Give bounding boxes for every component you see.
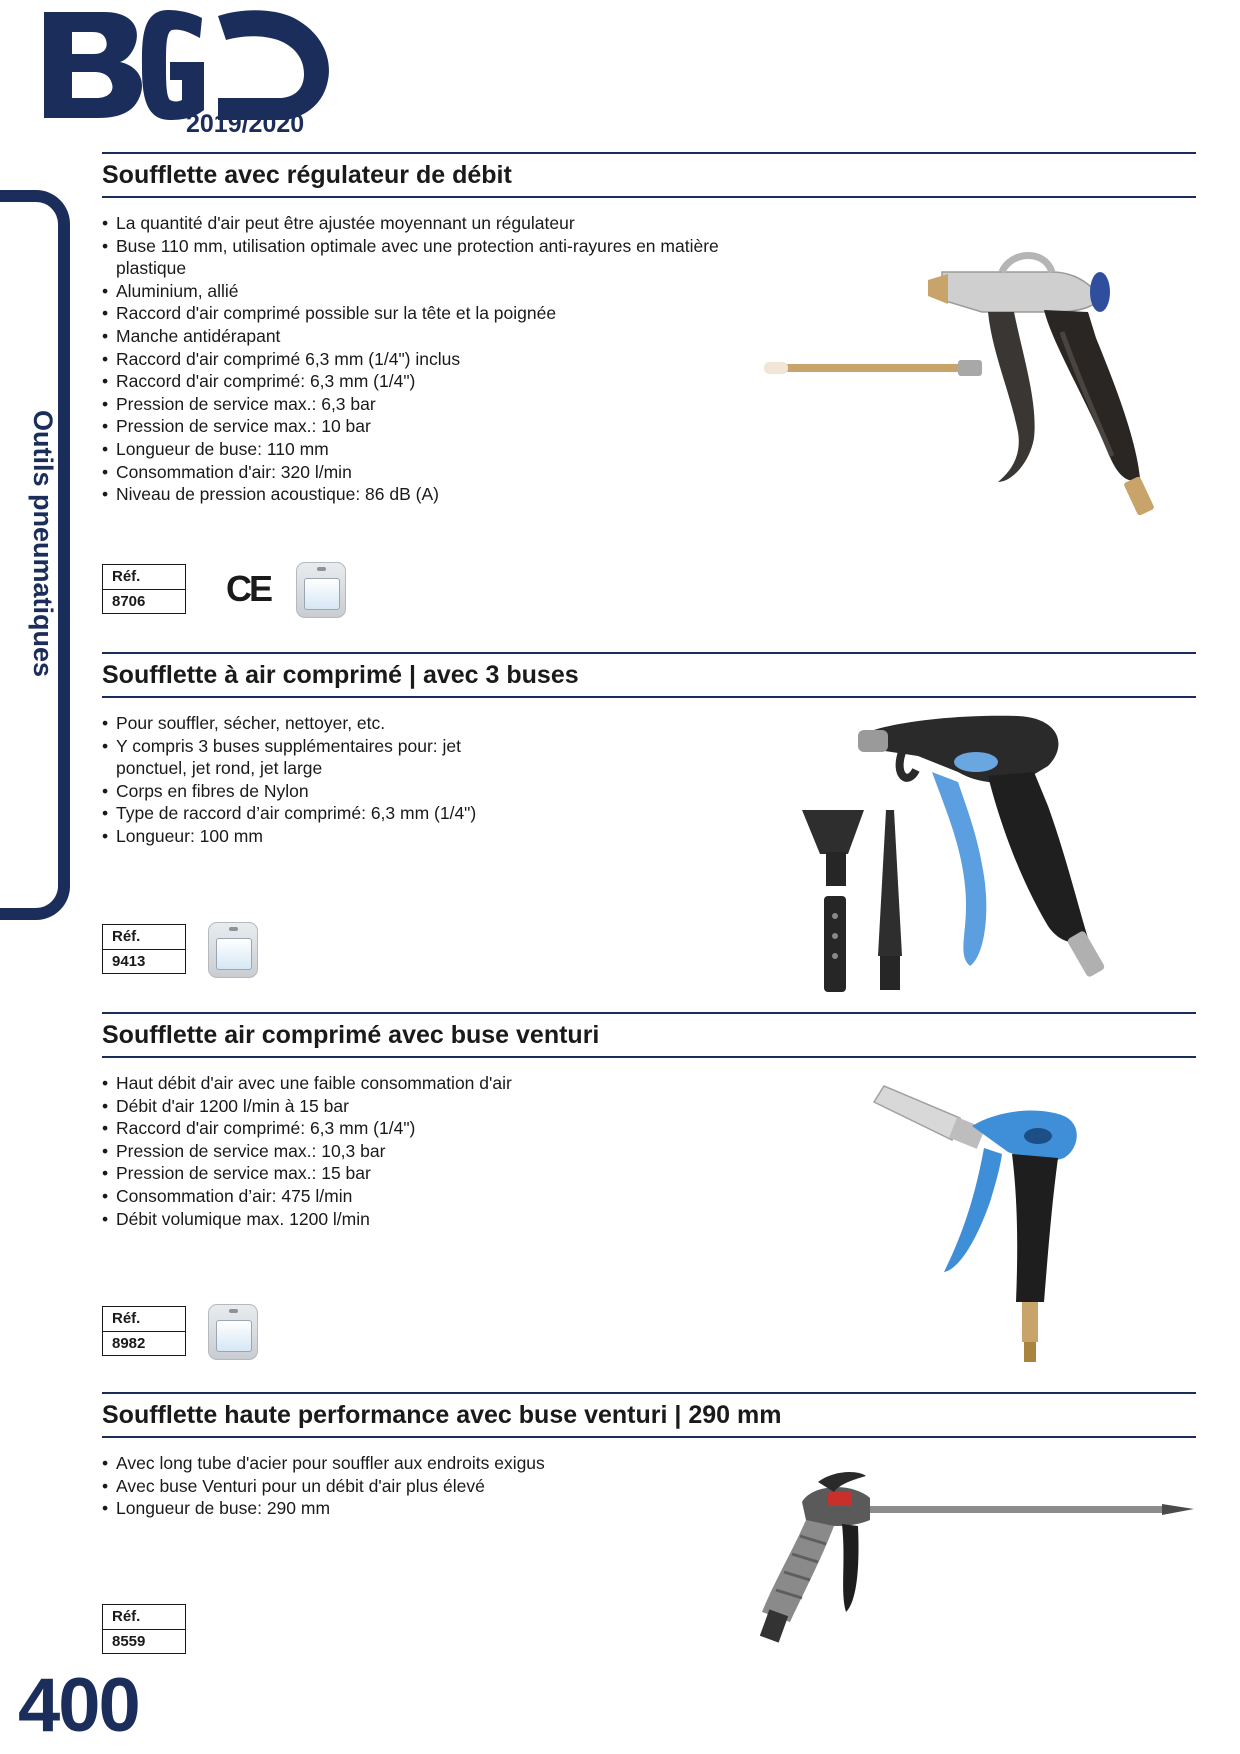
feature-list — [102, 712, 742, 848]
list-item: • Y compris 3 buses supplémentaires pour: jet ponctuel, jet rond, jet large — [102, 735, 486, 780]
list-item: • Haut débit d'air avec une faible consommation d'air — [102, 1072, 742, 1095]
blow-gun-regulator-image — [752, 242, 1182, 542]
ref-label: Réf. — [103, 1307, 185, 1332]
ref-number: 9413 — [112, 953, 146, 970]
section-title: Soufflette avec régulateur de débit — [102, 161, 512, 189]
section-title: Soufflette air comprimé avec buse venturi — [102, 1021, 600, 1049]
list-item: • Longueur de buse: 110 mm — [102, 438, 742, 461]
display-box-icon — [296, 562, 346, 618]
list-item: • Type de raccord d’air comprimé: 6,3 mm (1/4") — [102, 802, 742, 825]
product-section-8706 — [102, 152, 1196, 610]
list-item: • Débit d'air 1200 l/min à 15 bar — [102, 1095, 742, 1118]
feature-list — [102, 1452, 742, 1520]
catalog-year: 2019/2020 — [186, 110, 305, 138]
list-item: • Débit volumique max. 1200 l/min — [102, 1208, 742, 1231]
list-item: • Manche antidérapant — [102, 325, 742, 348]
list-item: • Raccord d'air comprimé: 6,3 mm (1/4") — [102, 370, 742, 393]
list-item: • La quantité d'air peut être ajustée moyennant un régulateur — [102, 212, 742, 235]
ref-number: 8982 — [112, 1335, 146, 1352]
list-item: • Raccord d'air comprimé possible sur la tête et la poignée — [102, 302, 742, 325]
list-item: • Pour souffler, sécher, nettoyer, etc. — [102, 712, 742, 735]
display-box-icon — [208, 1304, 258, 1360]
ref-label: Réf. — [103, 565, 185, 590]
ref-number: 8559 — [112, 1633, 146, 1650]
section-rule-bottom — [102, 1436, 1196, 1438]
product-section-8559 — [102, 1392, 1196, 1650]
list-item: • Longueur de buse: 290 mm — [102, 1497, 742, 1520]
list-item: • Consommation d'air: 320 l/min — [102, 461, 742, 484]
page-number: 400 — [18, 1663, 139, 1748]
list-item: • Aluminium, allié — [102, 280, 742, 303]
product-section-8982 — [102, 1012, 1196, 1352]
ref-box — [102, 1306, 186, 1356]
section-title: Soufflette haute performance avec buse venturi | 290 mm — [102, 1401, 782, 1429]
blow-gun-venturi-image — [868, 1082, 1108, 1382]
section-title: Soufflette à air comprimé | avec 3 buses — [102, 661, 579, 689]
bgs-logo-mark — [42, 10, 332, 120]
ref-box — [102, 924, 186, 974]
side-tab-label: Outils pneumatiques — [28, 410, 58, 678]
product-section-9413 — [102, 652, 1196, 970]
blow-gun-long-tube-image — [742, 1462, 1202, 1652]
section-rule-bottom — [102, 696, 1196, 698]
list-item: • Avec buse Venturi pour un débit d'air plus élevé — [102, 1475, 742, 1498]
list-item: • Pression de service max.: 15 bar — [102, 1162, 742, 1185]
list-item: • Niveau de pression acoustique: 86 dB (A) — [102, 483, 742, 506]
feature-list — [102, 1072, 742, 1230]
display-box-icon — [208, 922, 258, 978]
section-rule-bottom — [102, 1056, 1196, 1058]
list-item: • Raccord d'air comprimé 6,3 mm (1/4") inclus — [102, 348, 742, 371]
section-rule-bottom — [102, 196, 1196, 198]
ref-label: Réf. — [103, 925, 185, 950]
list-item: • Avec long tube d'acier pour souffler aux endroits exigus — [102, 1452, 742, 1475]
list-item: • Corps en fibres de Nylon — [102, 780, 742, 803]
list-item: • Pression de service max.: 10,3 bar — [102, 1140, 742, 1163]
ref-box — [102, 564, 186, 614]
ce-icon: CE — [226, 568, 271, 609]
list-item: • Pression de service max.: 10 bar — [102, 415, 742, 438]
list-item: • Raccord d'air comprimé: 6,3 mm (1/4") — [102, 1117, 742, 1140]
list-item: • Consommation d’air: 475 l/min — [102, 1185, 742, 1208]
ref-number: 8706 — [112, 593, 146, 610]
list-item: • Pression de service max.: 6,3 bar — [102, 393, 742, 416]
list-item: • Buse 110 mm, utilisation optimale avec une protection anti-rayures en matière plastique — [102, 235, 742, 280]
list-item: • Longueur: 100 mm — [102, 825, 742, 848]
ref-label: Réf. — [103, 1605, 185, 1630]
ref-box — [102, 1604, 186, 1654]
feature-list — [102, 212, 742, 506]
blow-gun-3-nozzles-image — [798, 706, 1178, 1006]
